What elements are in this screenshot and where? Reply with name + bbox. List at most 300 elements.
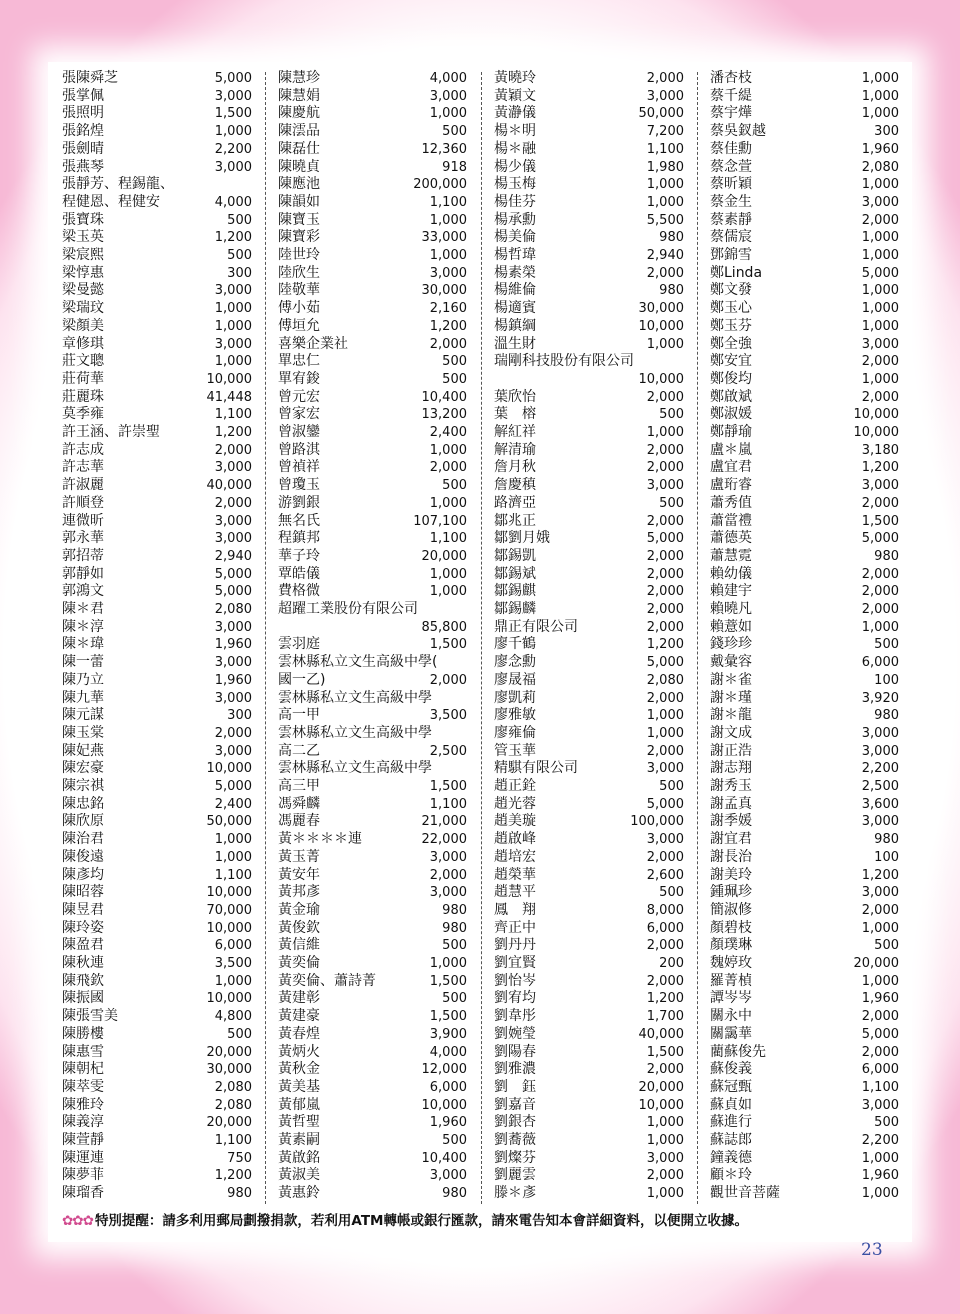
donation-amount: 500 bbox=[227, 212, 252, 228]
donation-amount: 2,000 bbox=[861, 584, 899, 600]
donation-amount: 3,000 bbox=[214, 513, 252, 529]
donation-amount: 500 bbox=[227, 248, 252, 263]
donation-amount: 3,000 bbox=[214, 159, 252, 175]
donor-row bbox=[710, 813, 899, 831]
donation-amount: 3,000 bbox=[214, 690, 252, 706]
donor-row bbox=[278, 583, 467, 601]
donor-row bbox=[710, 796, 899, 814]
donor-row bbox=[62, 70, 252, 88]
donor-name: 楊承勳 bbox=[494, 211, 536, 228]
donation-amount: 1,100 bbox=[429, 796, 467, 812]
donation-amount: 2,000 bbox=[646, 743, 684, 759]
donation-amount: 4,000 bbox=[214, 194, 252, 210]
donor-name: 鄧錦雪 bbox=[710, 247, 752, 263]
donor-name: 許順登 bbox=[62, 494, 104, 511]
donor-name: 解紅祥 bbox=[494, 424, 536, 440]
donor-name: 謝＊瑾 bbox=[710, 689, 752, 706]
donor-row bbox=[494, 548, 684, 566]
donor-name: 鄭Linda bbox=[710, 264, 763, 281]
donor-row bbox=[494, 601, 684, 619]
donor-row bbox=[710, 619, 899, 637]
donor-name: 馮舜麟 bbox=[278, 795, 320, 812]
donor-row bbox=[494, 459, 684, 477]
donation-amount: 3,000 bbox=[646, 1150, 684, 1166]
donation-amount: 5,000 bbox=[861, 531, 899, 547]
donor-row bbox=[62, 265, 252, 283]
donor-name: 黃惠鈴 bbox=[278, 1185, 320, 1202]
donor-row bbox=[278, 1185, 467, 1203]
donor-name: 雲林縣私立文生高級中學 bbox=[278, 760, 432, 777]
donation-amount: 1,000 bbox=[429, 495, 467, 511]
donor-name: 陳盈君 bbox=[62, 937, 104, 954]
donation-amount: 1,500 bbox=[429, 637, 467, 653]
donation-amount: 2,000 bbox=[646, 442, 684, 458]
donor-name: 梁宸熙 bbox=[62, 247, 104, 263]
donor-row bbox=[494, 212, 684, 230]
donor-row bbox=[62, 318, 252, 336]
donor-name: 黃美基 bbox=[278, 1078, 320, 1095]
donor-name: 曾禎祥 bbox=[278, 459, 320, 476]
donor-row bbox=[710, 424, 899, 442]
donation-amount: 3,900 bbox=[429, 1026, 467, 1042]
donor-row bbox=[62, 442, 252, 460]
donor-name: 趙正銓 bbox=[494, 778, 536, 794]
donor-row bbox=[710, 176, 899, 194]
donor-row bbox=[278, 194, 467, 212]
donor-name: 鍾珮珍 bbox=[710, 884, 752, 901]
donor-row bbox=[494, 849, 684, 867]
donor-row bbox=[278, 760, 467, 778]
donation-amount: 980 bbox=[874, 832, 899, 848]
donor-name: 陳玲姿 bbox=[62, 919, 104, 936]
donor-row bbox=[494, 760, 684, 778]
donation-amount: 5,500 bbox=[646, 212, 684, 228]
donor-name: 陳張雪美 bbox=[62, 1008, 118, 1025]
donor-name: 莊麗珠 bbox=[62, 388, 104, 405]
donor-name: 程鎮邦 bbox=[278, 530, 320, 547]
donor-name: 謝宜君 bbox=[710, 831, 752, 848]
donor-name: 陳乃立 bbox=[62, 671, 104, 688]
donor-name: 趙光蓉 bbox=[494, 795, 536, 812]
donation-amount: 10,000 bbox=[421, 1097, 467, 1113]
donor-name: 鄒錫斌 bbox=[494, 565, 536, 582]
donation-amount: 1,100 bbox=[214, 407, 252, 423]
donation-amount: 1,000 bbox=[646, 1133, 684, 1148]
donor-row bbox=[494, 867, 684, 885]
donation-amount: 980 bbox=[442, 920, 467, 936]
donation-amount: 3,000 bbox=[861, 478, 899, 494]
donation-amount: 1,200 bbox=[646, 637, 684, 653]
donor-name: 詹月秋 bbox=[494, 459, 536, 476]
donation-amount: 2,940 bbox=[646, 248, 684, 263]
donation-amount: 500 bbox=[874, 938, 899, 954]
donor-row bbox=[494, 636, 684, 654]
donor-row bbox=[278, 566, 467, 584]
donation-amount: 1,000 bbox=[214, 301, 252, 317]
donation-amount: 1,000 bbox=[861, 318, 899, 334]
donor-name: 賴建宇 bbox=[710, 583, 752, 600]
donor-row bbox=[278, 247, 467, 265]
donation-amount: 1,000 bbox=[646, 425, 684, 440]
donor-row bbox=[494, 955, 684, 973]
donation-amount: 3,000 bbox=[861, 814, 899, 830]
donor-row bbox=[62, 619, 252, 637]
donor-name: 陳治君 bbox=[62, 831, 104, 848]
donor-name: 謝孟真 bbox=[710, 795, 752, 812]
donor-row bbox=[278, 1008, 467, 1026]
page-number: 23 bbox=[861, 1240, 883, 1260]
donor-name: 趙慧平 bbox=[494, 884, 536, 901]
donor-name: 黃安年 bbox=[278, 866, 320, 883]
donor-row bbox=[62, 973, 252, 991]
donor-name: 鳳 翔 bbox=[494, 901, 536, 918]
donation-amount: 2,080 bbox=[214, 602, 252, 617]
donation-amount: 2,000 bbox=[646, 584, 684, 600]
donation-amount: 22,000 bbox=[421, 832, 467, 848]
donor-name: 莫季雍 bbox=[62, 406, 104, 423]
donation-amount: 40,000 bbox=[206, 478, 252, 494]
donor-name: 蔡千緹 bbox=[710, 87, 752, 104]
donation-amount: 2,600 bbox=[646, 867, 684, 883]
donor-row bbox=[278, 902, 467, 920]
donor-row bbox=[278, 867, 467, 885]
donor-name: 曾元宏 bbox=[278, 388, 320, 405]
donor-name: 黃信維 bbox=[278, 937, 320, 954]
donor-name: 梁曼懿 bbox=[62, 282, 104, 299]
donor-row bbox=[494, 902, 684, 920]
donation-amount: 20,000 bbox=[853, 956, 899, 971]
donor-name: 劉燦芬 bbox=[494, 1149, 536, 1166]
donation-amount: 300 bbox=[227, 708, 252, 724]
donor-row bbox=[62, 990, 252, 1008]
donor-name: 廖千鶴 bbox=[494, 636, 536, 653]
donor-row bbox=[710, 212, 899, 230]
donor-name: 陳義淳 bbox=[62, 1114, 104, 1131]
donor-row bbox=[710, 477, 899, 495]
donation-amount: 2,400 bbox=[214, 796, 252, 812]
donor-row bbox=[278, 884, 467, 902]
donation-amount: 2,080 bbox=[861, 159, 899, 175]
donor-row bbox=[710, 442, 899, 460]
donor-name: 蘇冠甄 bbox=[710, 1078, 752, 1095]
flower-icon: ✿✿✿ bbox=[62, 1213, 93, 1229]
donor-name: 蕭秀值 bbox=[710, 494, 752, 511]
donor-name: 張銘煌 bbox=[62, 123, 104, 140]
donor-name: 陳韻如 bbox=[278, 193, 320, 210]
donation-amount: 2,000 bbox=[861, 495, 899, 511]
donor-row bbox=[710, 690, 899, 708]
donor-row bbox=[710, 389, 899, 407]
donor-name: 楊＊明 bbox=[494, 123, 536, 140]
donation-amount: 1,000 bbox=[646, 177, 684, 193]
donor-row bbox=[494, 477, 684, 495]
donor-name: 陳慧珍 bbox=[278, 70, 320, 86]
donor-name: 顧＊玲 bbox=[710, 1167, 752, 1184]
donor-name: 張靜芳、程錫龍、 bbox=[62, 176, 174, 193]
donor-name: 譚岑岑 bbox=[710, 990, 752, 1007]
donor-name: 黃郁嵐 bbox=[278, 1096, 320, 1113]
donor-row bbox=[494, 530, 684, 548]
donation-amount: 1,000 bbox=[861, 920, 899, 936]
donation-amount: 1,500 bbox=[861, 513, 899, 529]
donor-name: 陳磊仕 bbox=[278, 140, 320, 157]
donor-name: 黃＊＊＊＊連 bbox=[278, 831, 362, 848]
donor-row bbox=[710, 282, 899, 300]
donation-amount: 3,000 bbox=[861, 1097, 899, 1113]
donor-name: 楊素榮 bbox=[494, 264, 536, 281]
donor-row bbox=[494, 1061, 684, 1079]
donation-amount: 3,000 bbox=[429, 849, 467, 865]
donor-name: 游劉銀 bbox=[278, 494, 320, 511]
donation-amount: 41,448 bbox=[206, 389, 252, 405]
donor-name: 雲林縣私立文生高級中學( bbox=[278, 654, 438, 671]
donor-name: 傅小茹 bbox=[278, 300, 320, 317]
donation-amount: 2,000 bbox=[646, 460, 684, 476]
donor-name: 陳一蕾 bbox=[62, 654, 104, 671]
donor-name: 黃瀞儀 bbox=[494, 105, 536, 122]
donor-name: 魏婷玫 bbox=[710, 955, 752, 971]
donor-row bbox=[494, 937, 684, 955]
donor-name: 蘇俊義 bbox=[710, 1061, 752, 1078]
donor-name: 鄒錫麟 bbox=[494, 601, 536, 617]
donor-row bbox=[62, 937, 252, 955]
donation-amount: 3,000 bbox=[214, 743, 252, 759]
donor-row bbox=[278, 1150, 467, 1168]
donation-amount: 50,000 bbox=[638, 106, 684, 122]
donor-row bbox=[278, 707, 467, 725]
donation-amount: 2,000 bbox=[646, 1168, 684, 1184]
donor-row bbox=[278, 1132, 467, 1150]
donation-amount: 1,000 bbox=[429, 584, 467, 600]
donation-amount: 1,000 bbox=[429, 566, 467, 582]
donor-row bbox=[278, 353, 467, 371]
donor-row bbox=[278, 831, 467, 849]
donor-name: 覃皓儀 bbox=[278, 565, 320, 582]
donor-name: 謝文成 bbox=[710, 724, 752, 741]
donor-name: 劉蕎薇 bbox=[494, 1132, 536, 1148]
donor-name: 廖晟福 bbox=[494, 671, 536, 688]
donor-row bbox=[494, 70, 684, 88]
donor-name: 潘杏枝 bbox=[710, 70, 752, 86]
donor-name: 趙啟峰 bbox=[494, 831, 536, 848]
donation-amount: 2,080 bbox=[214, 1079, 252, 1095]
donor-name: 謝志翔 bbox=[710, 760, 752, 777]
donor-name: 雲羽庭 bbox=[278, 636, 320, 653]
donor-row bbox=[62, 371, 252, 389]
donation-amount: 2,000 bbox=[429, 672, 467, 688]
donor-name: 蔡宇燁 bbox=[710, 105, 752, 122]
donor-row bbox=[278, 212, 467, 230]
donor-name: 曾路淇 bbox=[278, 441, 320, 458]
donor-name: 謝季媛 bbox=[710, 813, 752, 830]
donor-column-4 bbox=[710, 70, 899, 1205]
donor-row bbox=[62, 707, 252, 725]
donation-amount: 1,500 bbox=[429, 1009, 467, 1025]
donor-row bbox=[278, 920, 467, 938]
donor-row bbox=[710, 955, 899, 973]
donor-row bbox=[278, 336, 467, 354]
donor-row bbox=[494, 265, 684, 283]
donor-name: 黃哲聖 bbox=[278, 1114, 320, 1131]
donor-row bbox=[494, 1132, 684, 1150]
donation-amount: 5,000 bbox=[214, 566, 252, 582]
donation-amount: 100,000 bbox=[630, 814, 684, 830]
donor-row bbox=[62, 229, 252, 247]
donation-amount: 1,000 bbox=[429, 248, 467, 263]
donor-row bbox=[62, 159, 252, 177]
donor-row bbox=[710, 88, 899, 106]
donation-amount: 1,000 bbox=[861, 283, 899, 299]
donor-row bbox=[62, 690, 252, 708]
donor-row bbox=[62, 601, 252, 619]
donation-amount: 1,100 bbox=[214, 1133, 252, 1148]
donation-amount: 1,000 bbox=[861, 248, 899, 263]
donor-name: 趙培宏 bbox=[494, 848, 536, 865]
donation-amount: 5,000 bbox=[214, 584, 252, 600]
donation-amount: 980 bbox=[874, 548, 899, 564]
donor-row bbox=[278, 725, 467, 743]
donor-name: 劉怡岑 bbox=[494, 972, 536, 989]
donation-amount: 2,000 bbox=[646, 973, 684, 989]
donation-amount: 2,000 bbox=[861, 1044, 899, 1060]
donor-row bbox=[62, 336, 252, 354]
donor-name: 郭永華 bbox=[62, 530, 104, 547]
donor-row bbox=[62, 389, 252, 407]
donation-amount: 10,000 bbox=[206, 761, 252, 777]
donation-amount: 40,000 bbox=[638, 1026, 684, 1042]
donor-name: 張陳舜芝 bbox=[62, 70, 118, 86]
donation-amount: 20,000 bbox=[421, 548, 467, 564]
donor-name: 簡淑修 bbox=[710, 901, 752, 918]
donation-amount: 10,000 bbox=[206, 885, 252, 901]
donor-name: 黃淑美 bbox=[278, 1167, 320, 1184]
donation-amount: 500 bbox=[874, 1115, 899, 1131]
donation-amount: 10,000 bbox=[206, 991, 252, 1007]
donation-amount: 750 bbox=[227, 1150, 252, 1166]
donor-name: 陳妃燕 bbox=[62, 742, 104, 759]
donation-amount: 3,000 bbox=[429, 1168, 467, 1184]
donation-amount: 980 bbox=[442, 1186, 467, 1202]
donor-row bbox=[278, 477, 467, 495]
donor-row bbox=[710, 265, 899, 283]
donation-amount: 3,500 bbox=[429, 708, 467, 724]
donor-row bbox=[62, 300, 252, 318]
donor-name: 滕＊彥 bbox=[494, 1185, 536, 1202]
donor-row bbox=[710, 70, 899, 88]
donor-row bbox=[710, 105, 899, 123]
donor-name: 超躍工業股份有限公司 bbox=[278, 601, 418, 617]
donation-amount: 4,000 bbox=[429, 1044, 467, 1060]
donor-row bbox=[62, 566, 252, 584]
donor-row bbox=[710, 725, 899, 743]
donation-amount: 12,360 bbox=[421, 141, 467, 157]
donor-name: 鄒兆正 bbox=[494, 512, 536, 529]
donation-amount: 1,960 bbox=[861, 991, 899, 1007]
donor-name: 蔡念萱 bbox=[710, 158, 752, 175]
donor-row bbox=[278, 937, 467, 955]
donor-row bbox=[278, 743, 467, 761]
donor-name: 管玉華 bbox=[494, 742, 536, 759]
donation-amount: 3,000 bbox=[214, 460, 252, 476]
donor-row bbox=[62, 778, 252, 796]
donation-amount: 1,200 bbox=[214, 425, 252, 440]
donor-name: 黃金瑜 bbox=[278, 901, 320, 918]
donor-name: 高一甲 bbox=[278, 707, 320, 724]
donor-name: 陳彥均 bbox=[62, 866, 104, 883]
donation-amount: 980 bbox=[227, 1186, 252, 1202]
donor-row bbox=[278, 88, 467, 106]
donation-amount: 2,000 bbox=[646, 513, 684, 529]
donor-row bbox=[710, 318, 899, 336]
donor-row bbox=[62, 1097, 252, 1115]
donation-amount: 30,000 bbox=[421, 283, 467, 299]
donation-amount: 2,000 bbox=[646, 619, 684, 635]
donor-name: 黃邦彥 bbox=[278, 884, 320, 901]
donor-row bbox=[278, 1061, 467, 1079]
donor-name: 鄒錫凱 bbox=[494, 547, 536, 564]
donor-row bbox=[278, 424, 467, 442]
donor-row bbox=[278, 654, 467, 672]
donation-amount: 6,000 bbox=[861, 1062, 899, 1078]
donor-row bbox=[278, 672, 467, 690]
donor-name: 黃穎文 bbox=[494, 87, 536, 104]
donor-name: 楊適賓 bbox=[494, 300, 536, 317]
donor-row bbox=[62, 88, 252, 106]
donor-name: 謝＊龍 bbox=[710, 707, 752, 724]
donor-row bbox=[62, 477, 252, 495]
donation-amount: 2,200 bbox=[214, 141, 252, 157]
donation-amount: 2,000 bbox=[429, 460, 467, 476]
donor-name: 黃秋金 bbox=[278, 1061, 320, 1078]
donation-amount: 2,000 bbox=[214, 442, 252, 458]
donor-name: 陳宏豪 bbox=[62, 760, 104, 777]
donor-row bbox=[62, 247, 252, 265]
donation-amount: 1,200 bbox=[214, 1168, 252, 1184]
donor-row bbox=[62, 194, 252, 212]
donor-row bbox=[278, 176, 467, 194]
donor-name: 連微昕 bbox=[62, 512, 104, 529]
donor-name: 謝美玲 bbox=[710, 866, 752, 883]
donor-row bbox=[494, 336, 684, 354]
donor-row bbox=[494, 831, 684, 849]
donor-row bbox=[278, 530, 467, 548]
donor-name: 陳振國 bbox=[62, 990, 104, 1007]
donation-amount: 1,000 bbox=[646, 708, 684, 724]
donor-name: 蔡素靜 bbox=[710, 211, 752, 228]
donation-amount: 980 bbox=[874, 708, 899, 724]
donor-row bbox=[278, 1114, 467, 1132]
donation-amount: 10,400 bbox=[421, 389, 467, 405]
donor-row bbox=[710, 194, 899, 212]
donor-name: 關靄華 bbox=[710, 1025, 752, 1042]
donation-amount: 1,500 bbox=[429, 973, 467, 989]
donor-name: 劉 鈺 bbox=[494, 1078, 536, 1095]
donor-row bbox=[62, 123, 252, 141]
donor-name: 黃建豪 bbox=[278, 1008, 320, 1025]
donor-row bbox=[62, 282, 252, 300]
donor-row bbox=[62, 548, 252, 566]
donor-name: 陳澐品 bbox=[278, 123, 320, 140]
donor-row bbox=[278, 265, 467, 283]
donor-name: 劉嘉音 bbox=[494, 1096, 536, 1113]
donation-amount: 2,080 bbox=[214, 1097, 252, 1113]
donor-row bbox=[62, 849, 252, 867]
donation-amount: 5,000 bbox=[861, 265, 899, 281]
donor-name: 陳朝杞 bbox=[62, 1061, 104, 1078]
donor-name: 黃玉菁 bbox=[278, 848, 320, 865]
donation-amount: 2,500 bbox=[861, 779, 899, 794]
donor-row bbox=[494, 619, 684, 637]
